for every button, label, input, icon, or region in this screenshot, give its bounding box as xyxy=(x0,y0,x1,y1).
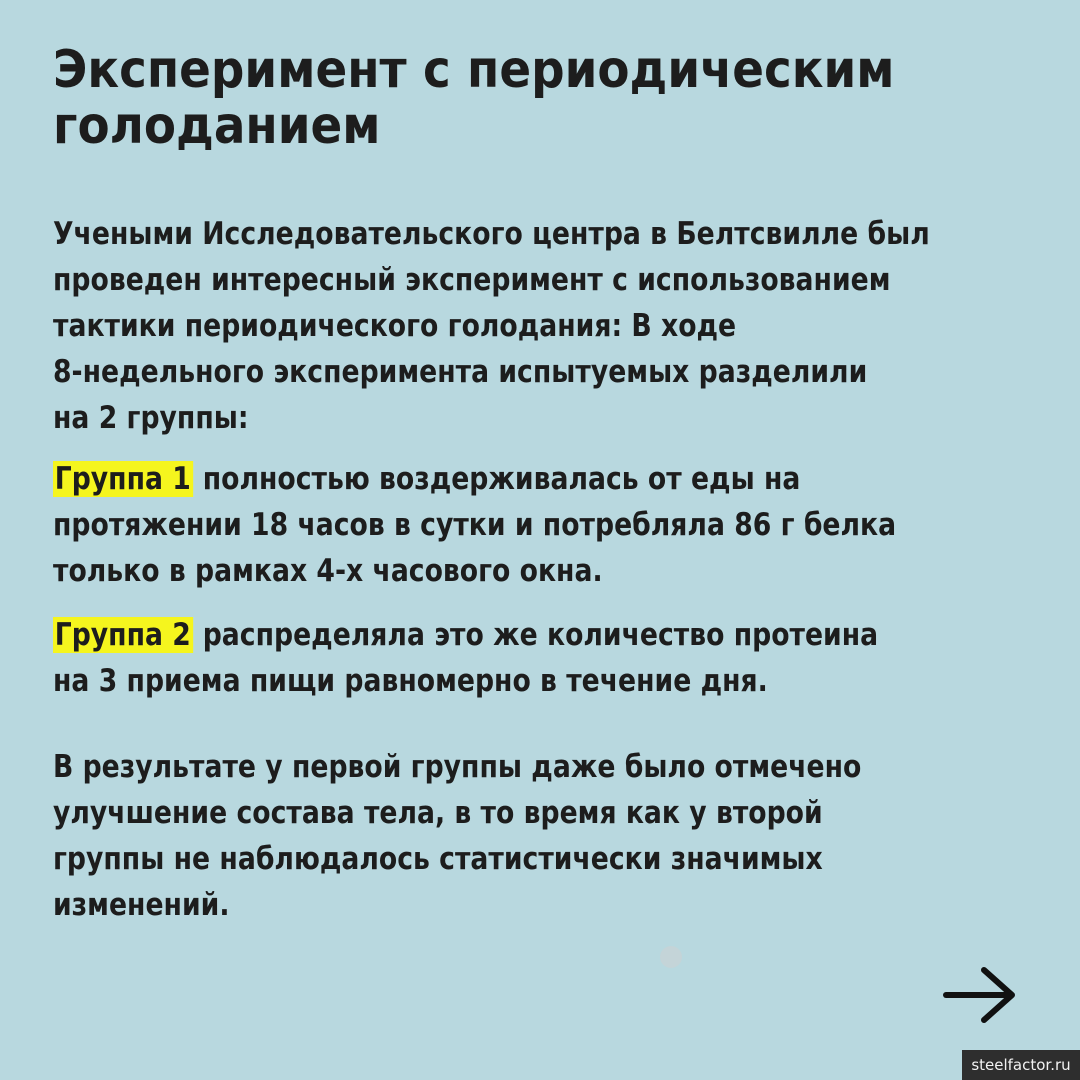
intro-line: проведен интересный эксперимент с использованием xyxy=(53,262,891,298)
group-2-label: Группа 2 xyxy=(53,617,193,653)
intro-line: на 2 группы: xyxy=(53,400,249,436)
title-line-1: Эксперимент с периодическим xyxy=(53,40,895,100)
result-line: улучшение состава тела, в то время как у второй xyxy=(53,795,823,831)
arrow-right-icon[interactable] xyxy=(940,962,1020,1028)
intro-line: тактики периодического голодания: В ходе xyxy=(53,308,737,344)
intro-line: Учеными Исследовательского центра в Белтсвилле был xyxy=(53,216,930,252)
group-1-label: Группа 1 xyxy=(53,461,193,497)
group-2-line: на 3 приема пищи равномерно в течение дня. xyxy=(53,663,768,699)
group-1-line: полностью воздерживалась от еды на xyxy=(202,461,801,497)
group-2-paragraph xyxy=(53,612,982,704)
page-title xyxy=(53,42,917,154)
result-line: В результате у первой группы даже было отмечено xyxy=(53,749,862,785)
group-2-line: распределяла это же количество протеина xyxy=(202,617,879,653)
intro-paragraph xyxy=(53,211,982,441)
decorative-dot xyxy=(660,946,682,968)
group-1-line: протяжении 18 часов в сутки и потребляла 86 г белка xyxy=(53,507,897,543)
group-2-first-line xyxy=(53,612,982,658)
result-line: группы не наблюдалось статистически значимых xyxy=(53,841,823,877)
group-1-line: только в рамках 4-х часового окна. xyxy=(53,553,603,589)
title-line-2: голоданием xyxy=(53,96,381,156)
watermark: steelfactor.ru xyxy=(962,1050,1080,1080)
result-paragraph xyxy=(53,744,982,928)
intro-line: 8-недельного эксперимента испытуемых разделили xyxy=(53,354,868,390)
group-1-first-line xyxy=(53,456,982,502)
group-1-paragraph xyxy=(53,456,982,594)
result-line: изменений. xyxy=(53,887,230,923)
